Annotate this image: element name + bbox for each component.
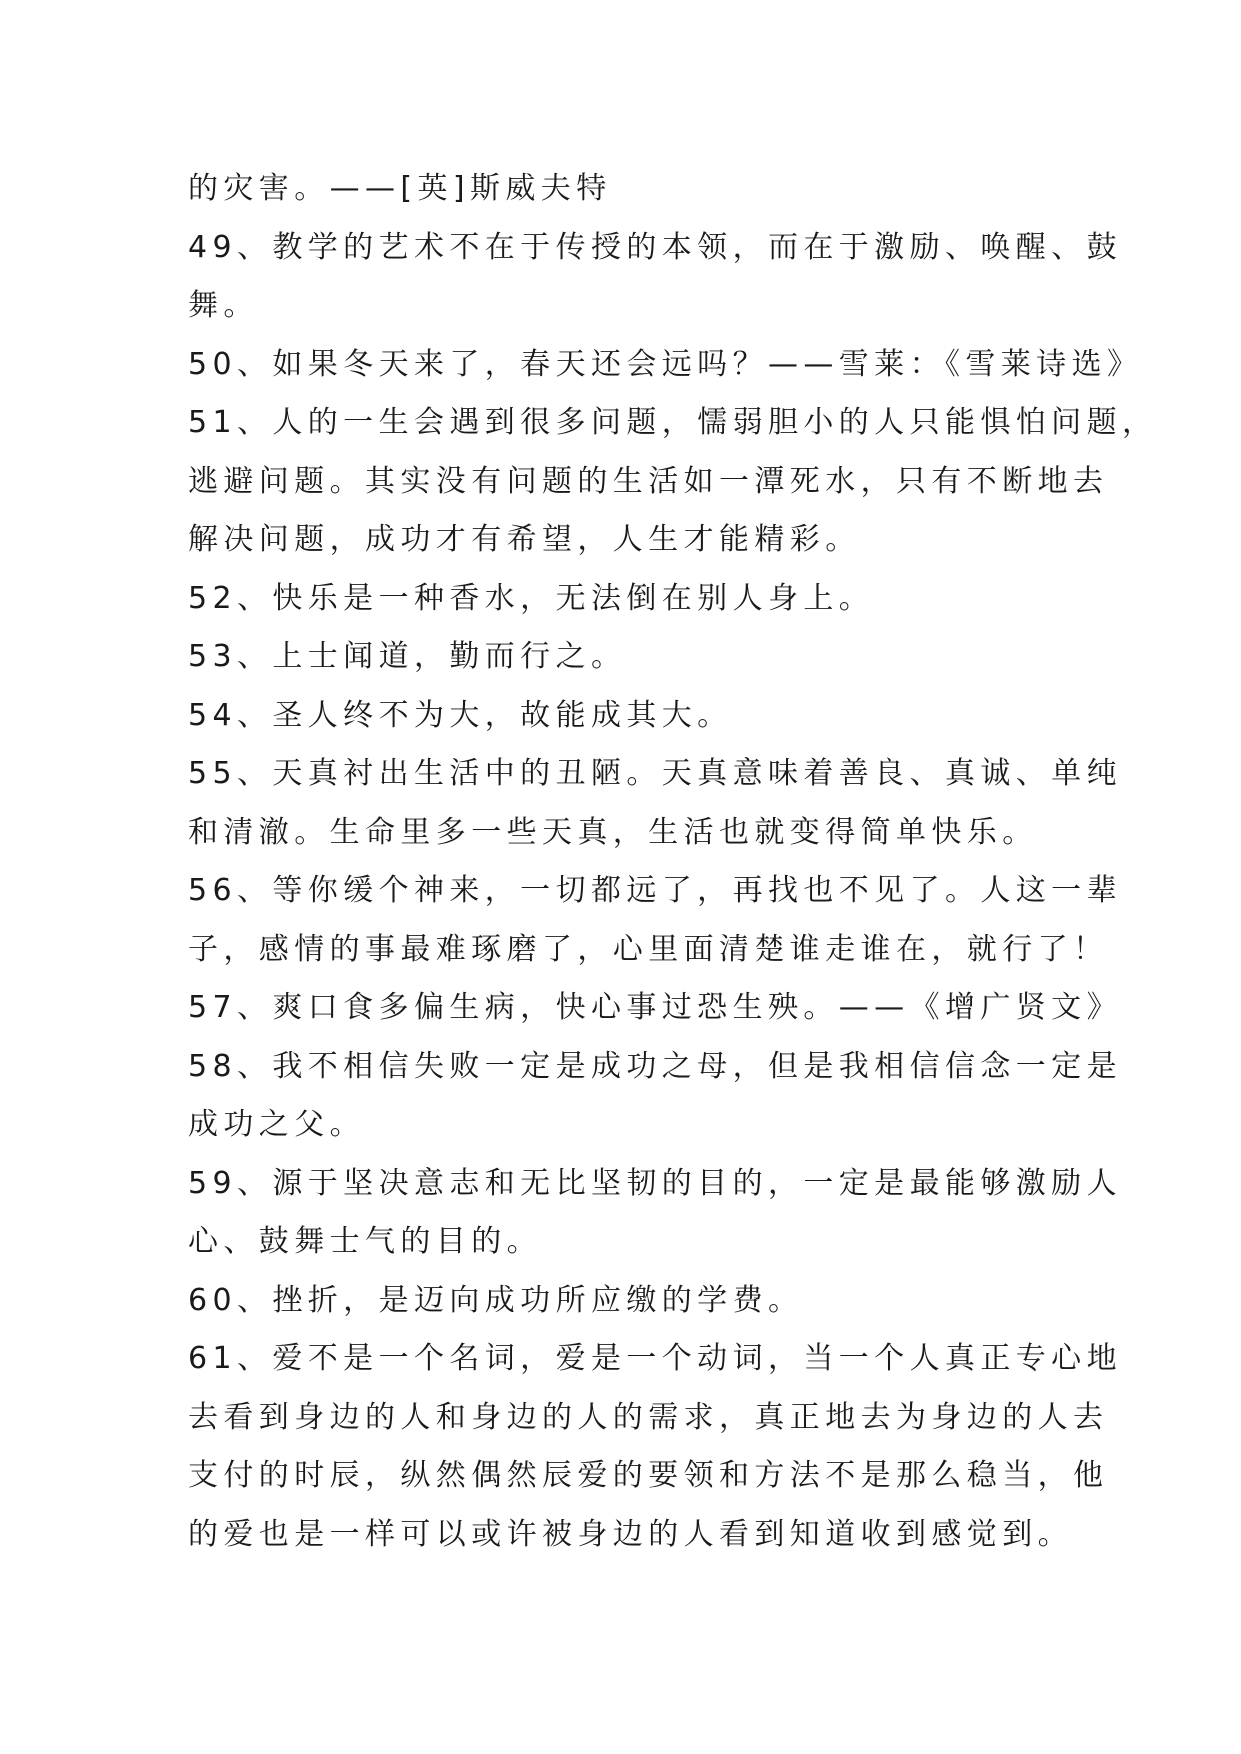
text-line: 支付的时辰，纵然偶然辰爱的要领和方法不是那么稳当，他: [188, 1458, 1109, 1493]
text-line: 的爱也是一样可以或许被身边的人看到知道收到感觉到。: [188, 1516, 1073, 1552]
text-line: 的灾害。——[英]斯威夫特: [188, 171, 612, 206]
document-body: [188, 160, 1158, 1564]
text-line: 去看到身边的人和身边的人的需求，真正地去为身边的人去: [188, 1399, 1109, 1435]
text-line: 58、我不相信失败一定是成功之母，但是我相信信念一定是: [188, 1048, 1122, 1084]
text-line: 53、上士闻道，勤而行之。: [188, 639, 627, 674]
text-line: 和清澈。生命里多一些天真，生活也就变得简单快乐。: [188, 814, 1038, 850]
text-line: 61、爱不是一个名词，爱是一个动词，当一个人真正专心地: [188, 1341, 1122, 1376]
text-line: 心、鼓舞士气的目的。: [188, 1224, 542, 1259]
text-line: 舞。: [188, 288, 259, 323]
text-line: 57、爽口食多偏生病，快心事过恐生殃。——《增广贤文》: [188, 990, 1122, 1025]
text-line: 50、如果冬天来了，春天还会远吗？——雪莱：《雪莱诗选》: [188, 346, 1143, 382]
text-line: 成功之父。: [188, 1107, 365, 1142]
text-line: 60、挫折，是迈向成功所应缴的学费。: [188, 1282, 804, 1318]
text-line: 逃避问题。其实没有问题的生活如一潭死水，只有不断地去: [188, 463, 1109, 499]
text-line: 49、教学的艺术不在于传授的本领，而在于激励、唤醒、鼓: [188, 229, 1122, 265]
text-line: 56、等你缓个神来，一切都远了，再找也不见了。人这一辈: [188, 873, 1122, 908]
text-line: 解决问题，成功才有希望，人生才能精彩。: [188, 522, 861, 557]
text-line: 59、源于坚决意志和无比坚韧的目的，一定是最能够激励人: [188, 1165, 1122, 1201]
text-line: 55、天真衬出生活中的丑陋。天真意味着善良、真诚、单纯: [188, 756, 1122, 791]
text-line: 52、快乐是一种香水，无法倒在别人身上。: [188, 580, 875, 616]
text-line: 54、圣人终不为大，故能成其大。: [188, 697, 733, 733]
text-line: 子，感情的事最难琢磨了，心里面清楚谁走谁在，就行了！: [188, 931, 1109, 967]
text-line: 51、人的一生会遇到很多问题，懦弱胆小的人只能惧怕问题，: [188, 405, 1158, 440]
